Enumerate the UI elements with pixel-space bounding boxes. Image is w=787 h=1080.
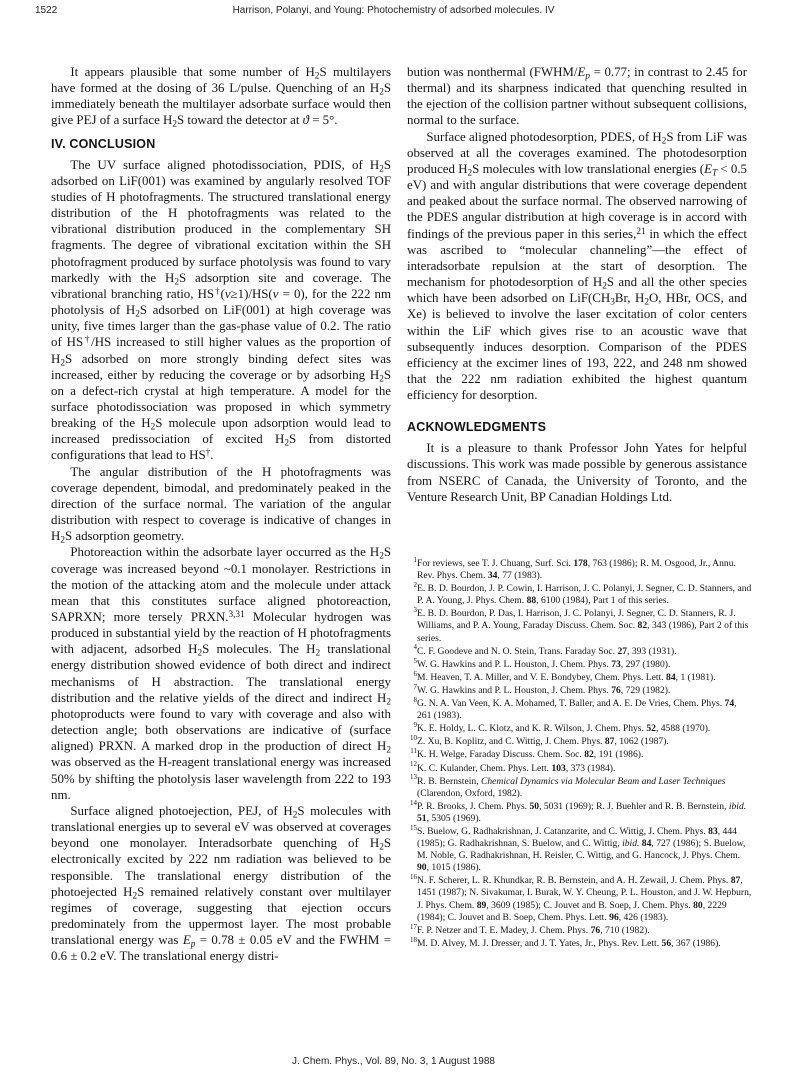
reference-item: $^{15}$S. Buelow, G. Radhakrishnan, J. Catanzarite, and C. Wittig, J. Chem. Phys. 83, 444 (1985); G. Radhakrishnan, S. Buelow, and C. Wittig, ibid. 84, 727 (1986); S. Buelow, M. Noble, G. Radhakrishnan, H. Reisler, C. Wittig, and G. Hancock, J. Phys. Chem. 90, 1015 (1986).: [410, 823, 746, 874]
reference-item: $^{12}$K. C. Kulander, Chem. Phys. Lett. 103, 373 (1984).: [410, 760, 616, 774]
reference-item: $^3$E. B. D. Bourdon, P. Das, I. Harrison, J. C. Polanyi, J. Segner, C. D. Stanners, R. J. Williams, and P. A. Young, Faraday Discuss. Chem. Soc. 82, 343 (1986), Part 2 of this series.: [413, 606, 749, 644]
reference-item: $^{10}$Z. Xu, B. Koplitz, and C. Wittig, J. Chem. Phys. 87, 1062 (1987).: [410, 734, 669, 748]
right-column: [407, 64, 747, 505]
reference-item: $^{16}$N. F. Scherer, L. R. Khundkar, R. B. Bernstein, and A. H. Zewail, J. Chem. Phys. 87, 1451 (1987); N. Sivakumar, I. Burak, W. Y. Cheung, P. L. Houston, and J. W. Hepburn, J. Phys. Chem. 89, 3609 (1985); C. Jouvet and B. Soep, J. Chem. Phys. 80, 2229 (1984); C. Jouvet and B. Soep, Chem. Phys. Lett. 96, 426 (1983).: [410, 873, 752, 923]
running-head: [35, 5, 752, 19]
reference-item: $^{14}$P. R. Brooks, J. Chem. Phys. 50, 5031 (1969); R. J. Buehler and R. B. Bernstein, ibid. 51, 5305 (1969).: [410, 798, 747, 824]
reference-item: $^{17}$F. P. Netzer and T. E. Madey, J. Chem. Phys. 76, 710 (1982).: [410, 922, 650, 936]
reference-item: $^8$G. N. A. Van Veen, K. A. Mohamed, T. Baller, and A. E. De Vries, Chem. Phys. 74, 261 (1983).: [413, 695, 737, 722]
reference-item: $^9$K. E. Holdy, L. C. Klotz, and K. R. Wilson, J. Chem. Phys. 52, 4588 (1970).: [413, 721, 711, 735]
acknowledgments-heading: ACKNOWLEDGMENTS: [407, 420, 547, 435]
reference-item: $^{11}$K. H. Welge, Faraday Discuss. Chem. Soc. 82, 191 (1986).: [410, 747, 644, 761]
paragraph-pdes: Surface aligned photodesorption, PDES, of $H_2S$ from LiF was observed at all the coverages examined. The photodesorption produced $H_2S$ molecules with low translational energies ($E_T < 0.5$ eV) and with angular distributions that were coverage dependent and peaked about the surface normal. The observed narrowing of the PDES angular distribution at high coverage is in accord with findings of the previous paper in this series,$^{21}$ in which the effect was ascribed to “molecular channeling”—the effect of interadsorbate repulsion at the start of desorption. The mechanism for photodesorption of $H_2S$ and all the other species which have been adsorbed on $LiF(CH_3Br$, $H_2O$, HBr, OCS, and Xe) is believed to involve the laser excitation of color centers within the LiF which gives rise to an acoustic wave that subsequently induces desorption. Comparison of the PDES efficiency at the excimer lines of 193, 222, and 248 nm showed that the 222 nm radiation exhibited the highest quantum efficiency for desorption.: [407, 129, 747, 403]
reference-item: $^7$W. G. Hawkins and P. L. Houston, J. Chem. Phys. 76, 729 (1982).: [413, 682, 671, 696]
paragraph-fwhm-cont: bution was nonthermal ($FWHM/E_p = 0.77$; in contrast to 2.45 for thermal) and its sharpness indicated that quenching resulted in the ejection of the collision partner without subsequent collisions, normal to the surface.: [407, 65, 747, 128]
journal-footer: J. Chem. Phys., Vol. 89, No. 3, 1 August 1988: [292, 1056, 495, 1067]
paragraph-pej: Surface aligned photoejection, PEJ, of $H_2S$ molecules with translational energies up to several eV was observed at coverages beyond one monolayer. Interadsorbate quenching of $H_2S$ electronically excited by 222 nm radiation was believed to be responsible. The translational energy distribution of the photoejected $H_2S$ remained relatively constant over multilayer regimes of coverage, suggesting that ejection occurs predominately from the uppermost layer. The most probable translational energy was $E_p = 0.78 \pm 0.05$ eV and the FWHM = 0.6 ± 0.2 eV. The translational energy distri-: [51, 803, 392, 964]
reference-item: $^1$For reviews, see T. J. Chuang, Surf. Sci. 178, 763 (1986); R. M. Osgood, Jr., Annu. Rev. Phys. Chem. 34, 77 (1983).: [413, 555, 736, 582]
reference-item: $^4$C. F. Goodeve and N. O. Stein, Trans. Faraday Soc. 27, 393 (1931).: [413, 643, 677, 657]
paragraph-angular: The angular distribution of the H photofragments was coverage dependent, bimodal, and predominately peaked in the direction of the surface normal. The variation of the angular distribution with respect to coverage is indicative of changes in $H_2S$ adsorption geometry.: [51, 464, 391, 546]
running-title: Harrison, Polanyi, and Young: Photochemistry of adsorbed molecules. IV: [232, 5, 555, 16]
reference-item: $^2$E. B. D. Bourdon, J. P. Cowin, I. Harrison, J. C. Polanyi, J. Segner, C. D. Stanners, and P. A. Young, J. Phys. Chem. 88, 6100 (1984), Part 1 of this series.: [413, 581, 752, 607]
reference-item: $^{18}$M. D. Alvey, M. J. Dresser, and J. T. Yates, Jr., Phys. Rev. Lett. 56, 367 (1986).: [410, 935, 721, 949]
paragraph-multilayers: It appears plausible that some number of $H_2S$ multilayers have formed at the dosing of 36 L/pulse. Quenching of an $H_2S$ immediately beneath the multilayer adsorbate surface would then give PEJ of a surface $H_2S$ toward the detector at ϑ = 5°.: [51, 65, 391, 130]
acknowledgments-text: It is a pleasure to thank Professor John Yates for helpful discussions. This work was made possible by generous assistance from NSERC of Canada, the University of Toronto, and the Venture Research Unit, BP Canadian Holdings Ltd.: [407, 441, 747, 504]
page-number: 1522: [35, 5, 58, 16]
reference-item: $^6$M. Heaven, T. A. Miller, and V. E. Bondybey, Chem. Phys. Lett. 84, 1 (1981).: [413, 669, 716, 683]
reference-list: [407, 555, 752, 951]
conclusion-heading: IV. CONCLUSION: [51, 136, 156, 151]
reference-item: $^{13}$R. B. Bernstein, Chemical Dynamics via Molecular Beam and Laser Techniques (Clarendon, Oxford, 1982).: [410, 773, 726, 799]
paragraph-saprxn: Photoreaction within the adsorbate layer occurred as the $H_2S$ coverage was increased beyond ~0.1 monolayer. Restrictions in the motion of the attacking atom and the molecule under attack mean that this constitutes surface aligned photoreaction, SAPRXN; more tersely PRXN.$^{3,31}$ Molecular hydrogen was produced in substantial yield by the reaction of H photofragments with adjacent, adsorbed $H_2S$ molecules. The $H_2$ translational energy distribution showed evidence of both direct and indirect mechanisms of H abstraction. The translational energy distribution and the relative yields of the direct and indirect $H_2$ photoproducts were found to vary with coverage and also with detection angle; both observations are indicative of (surface aligned) PRXN. A marked drop in the production of direct $H_2$ was observed as the H-reagent translational energy was increased 50% by shifting the photolysis laser wavelength from 222 to 193 nm.: [51, 545, 391, 802]
reference-item: $^5$W. G. Hawkins and P. L. Houston, J. Chem. Phys. 73, 297 (1980).: [413, 656, 671, 670]
paragraph-pdis: The UV surface aligned photodissociation, PDIS, of $H_2S$ adsorbed on LiF(001) was examined by angularly resolved TOF studies of H photofragments. The structured translational energy distribution of the H photofragments was related to the vibrational distribution produced in the complementary SH fragments. The degree of vibrational excitation within the SH photofragment produced by surface photolysis was found to vary markedly with the $H_2S$ adsorption site and coverage. The vibrational branching ratio, HS†(v≥1)/HS(v = 0), for the 222 nm photolysis of $H_2S$ adsorbed on LiF(001) at high coverage was unity, five times larger than the gas-phase value of 0.2. The ratio of HS†/HS increased to still higher values as the proportion of $H_2S$ adsorbed on more strongly binding defect sites was increased, either by reducing the coverage or by adsorbing $H_2S$ on a defect-rich crystal at high temperature. A model for the surface photodissociation was proposed in which symmetry breaking of the $H_2S$ molecule upon adsorption would lead to increased predissociation of excited $H_2S$ from distorted configurations that lead to HS†.: [51, 157, 392, 463]
left-column: [51, 64, 391, 964]
